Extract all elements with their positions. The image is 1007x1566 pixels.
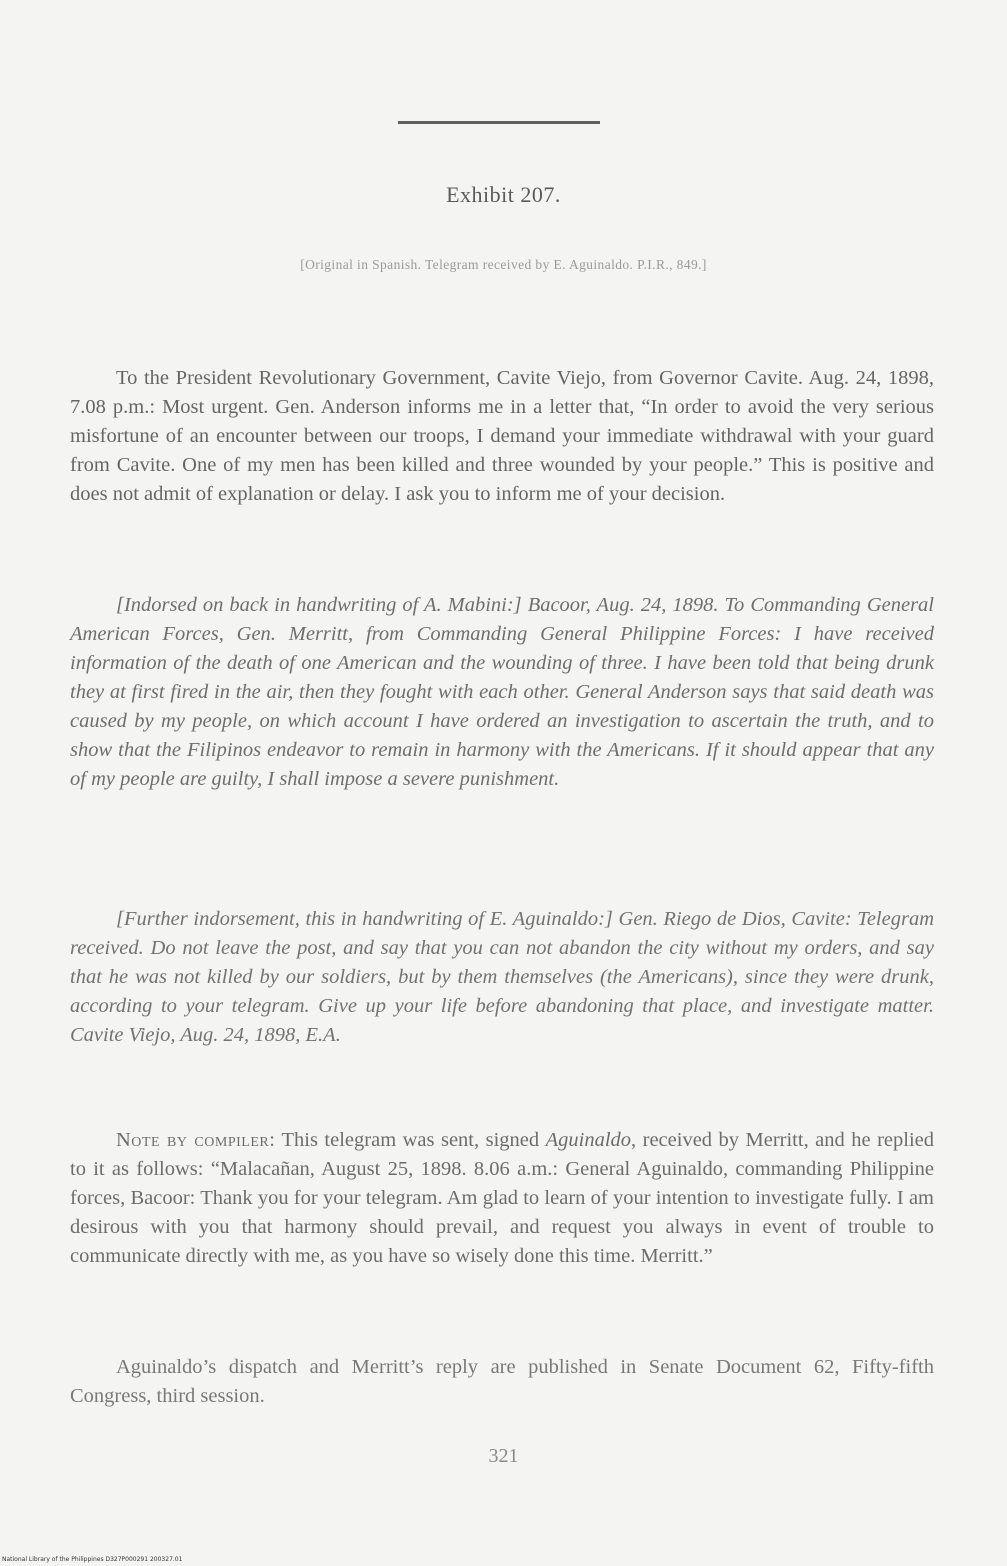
publication-paragraph: Aguinaldo’s dispatch and Merritt’s reply are published in Senate Document 62, Fifty-fifth Congress, third session. [70,1356,934,1407]
page-number: 321 [488,1445,519,1467]
compiler-note-text-start: This telegram was sent, signed [275,1129,546,1151]
compiler-note-text-end: , received by Merritt, and he replied to it as follows: “Malacañan, August 25, 1898. 8.06 a.m.: General Aguinaldo, commanding Philippine forces, Bacoor: Thank you for your telegram. Am glad to learn of your intention to investigate fully. I am desirous with you that harmony should prevail, and request you always in event of trouble to communicate directly with me, as you have so wisely done this time. Merritt.” [70,1129,934,1267]
aguinaldo-indorsement-paragraph: [Further indorsement, this in handwriting of E. Aguinaldo:] Gen. Riego de Dios, Cavite: Telegram received. Do not leave the post, and say that you can not abandon the city without my orders, and say that he was not killed by our soldiers, but by them themselves (the Americans), since they were drunk, according to your telegram. Give up your life before abandoning that place, and investigate matter. Cavite Viejo, Aug. 24, 1898, E.A. [70,908,934,1046]
compiler-note-paragraph [70,1126,934,1271]
exhibit-subtitle: [Original in Spanish. Telegram received by E. Aguinaldo. P.I.R., 849.] [300,257,707,272]
mabini-indorsement-paragraph: [Indorsed on back in handwriting of A. Mabini:] Bacoor, Aug. 24, 1898. To Commanding General American Forces, Gen. Merritt, from Commanding General Philippine Forces: I have received information of the death of one American and the wounding of three. I have been told that being drunk they at first fired in the air, then they fought with each other. General Anderson says that said death was caused by my people, on which account I have ordered an investigation to ascertain the truth, and to show that the Filipinos endeavor to remain in harmony with the Americans. If it should appear that any of my people are guilty, I shall impose a severe punishment. [70,594,934,790]
exhibit-title: Exhibit 207. [446,182,561,207]
top-rule [398,121,600,124]
compiler-note-signed-name: Aguinaldo [545,1129,632,1151]
compiler-note-label: Note by compiler: [116,1129,276,1151]
library-footer: National Library of the Philippines D327P000291 200327.01 [2,1556,183,1563]
telegram-paragraph: To the President Revolutionary Government, Cavite Viejo, from Governor Cavite. Aug. 24, 1898, 7.08 p.m.: Most urgent. Gen. Anderson informs me in a letter that, “In order to avoid the very serious misfortune of an encounter between our troops, I demand your immediate withdrawal with your guard from Cavite. One of my men has been killed and three wounded by your people.” This is positive and does not admit of explanation or delay. I ask you to inform me of your decision. [70,367,934,505]
